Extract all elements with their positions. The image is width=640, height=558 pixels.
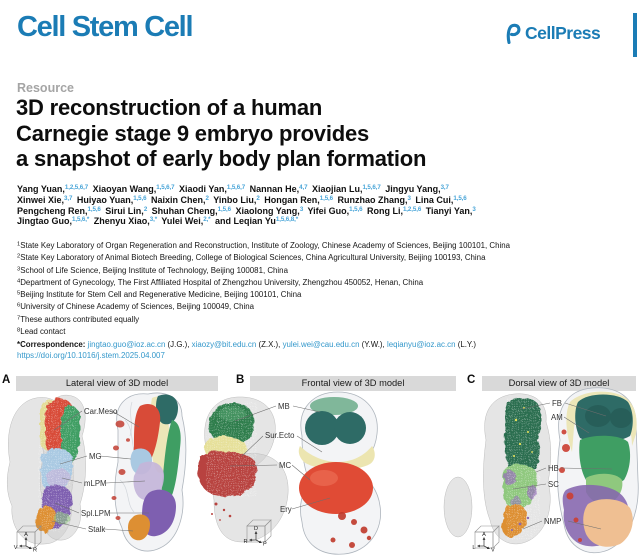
author-line — [17, 206, 629, 217]
nmp-region — [583, 499, 633, 547]
affiliation: $^2$State Key Laboratory of Animal Biotech Breeding, College of Biological Sciences, China Agricultural University, Beijing 100193, China — [17, 253, 486, 263]
author-line — [17, 184, 629, 195]
axis-letter: R — [33, 547, 38, 554]
panel-b-frontal-view — [198, 392, 381, 554]
author: Pengcheng Ren,$^{1,5,6}$ — [17, 205, 101, 216]
panel-letter-b: B — [236, 374, 245, 386]
gray-blob — [444, 477, 472, 537]
brain-lobe — [334, 412, 366, 444]
email-link[interactable]: jingtao.guo@ioz.ac.cn — [87, 340, 166, 349]
author: Jingyu Yang,$^{3,7}$ — [385, 184, 449, 194]
title-line: 3D reconstruction of a human — [16, 95, 323, 120]
author: Xinwei Xie,$^{3,7}$ — [17, 194, 73, 205]
journal-title: Cell Stem Cell — [17, 11, 193, 43]
author: Xiaojian Lu,$^{1,5,6,7}$ — [311, 184, 381, 194]
axis-letter: R — [243, 539, 248, 545]
brand-bar — [633, 13, 637, 57]
author-line — [17, 216, 629, 227]
author: and Leqian $Yu^{1,5,6,8,*}$ — [215, 216, 299, 227]
author: Zhenyu Xiao,$^{3,*}$ — [93, 216, 158, 227]
author: Huiyao Yuan,$^{1,5,6}$ — [76, 194, 147, 205]
author: Naixin Chen,$^2$ — [151, 194, 209, 205]
panel-header-b: Frontal view of 3D model — [250, 376, 456, 391]
affiliation: $^7$These authors contributed equally — [17, 314, 140, 324]
axis-letter: A — [482, 532, 486, 538]
author: Lina Cui,$^{1,5,6}$ — [415, 194, 467, 205]
author: Shuhan Cheng,$^{1,5,6}$ — [151, 205, 231, 216]
region-label: MB — [278, 402, 290, 411]
figure-image — [0, 372, 640, 558]
panel-a-lateral-view — [7, 393, 186, 554]
affiliation: $^8$Lead contact — [17, 327, 66, 337]
doi-link[interactable]: https://doi.org/10.1016/j.stem.2025.04.007 — [17, 351, 165, 360]
region-label: NMP — [544, 517, 562, 526]
author: Runzhao Zhang,$^3$ — [337, 194, 411, 205]
article-title — [16, 95, 426, 172]
email-link[interactable]: leqianyu@ioz.ac.cn — [386, 340, 456, 349]
author: Sirui Lin,$^2$ — [105, 205, 148, 216]
region-label: MG — [89, 452, 102, 461]
axis-letter: L — [472, 545, 476, 551]
mc-highlight — [310, 470, 338, 486]
email-link[interactable]: yulei.wei@cau.edu.cn — [282, 340, 360, 349]
publisher-logo[interactable] — [503, 23, 600, 44]
panel-letter-a: A — [2, 374, 11, 386]
axis-letter: D — [253, 526, 259, 532]
region-label: SC — [548, 480, 559, 489]
affiliation: $^6$University of Chinese Academy of Sciences, Beijing 100049, China — [17, 302, 255, 312]
affiliation: $^1$State Key Laboratory of Organ Regeneration and Reconstruction, Institute of Zoology, Chinese Academy of Sciences, Beijing 100101, China — [17, 241, 511, 250]
author: Xiaoyan Wang,$^{1,5,6,7}$ — [92, 184, 175, 194]
region-label: Spl.LPM — [81, 509, 111, 518]
region-label: Ery — [280, 505, 292, 514]
brain-lobe — [305, 411, 339, 445]
axis-letter: P — [263, 541, 267, 548]
correspondence-label: *Correspondence: — [17, 340, 88, 349]
title-line: Carnegie stage 9 embryo provides — [16, 120, 370, 146]
mc-region — [299, 462, 373, 514]
panel-c-dorsal-view — [444, 388, 638, 554]
author: Xiaodi Yan,$^{1,5,6,7}$ — [179, 184, 246, 194]
region-label: Sur.Ecto — [265, 431, 295, 440]
region-label: MC — [279, 461, 292, 470]
author: Tianyi Yan,$^3$ — [425, 205, 476, 216]
region-label: HB — [548, 464, 559, 473]
panel-b-point-cloud-model — [198, 397, 292, 542]
author-line — [17, 195, 629, 206]
region-label: Car.Meso — [84, 407, 118, 416]
panel-a-surface-model — [112, 393, 186, 551]
panel-letter-c: C — [467, 374, 476, 386]
author: Xiaolong Yang,$^3$ — [235, 205, 304, 216]
publisher-name: CellPress — [525, 23, 601, 43]
affiliation: $^5$Beijing Institute for Stem Cell and Regenerative Medicine, Beijing 100101, China — [17, 290, 302, 300]
affiliation: $^3$School of Life Science, Beijing Institute of Technology, Beijing 100081, China — [17, 265, 288, 275]
article-type: Resource — [17, 81, 74, 95]
axis-letter: V — [13, 545, 18, 551]
axis-letter: V — [491, 547, 495, 554]
author: Yang Yuan,$^{1,2,5,6,7}$ — [17, 184, 89, 194]
fb-lobe — [585, 405, 611, 427]
affiliation: $^4$Department of Gynecology, The First Affiliated Hospital of Zhengzhou University, Zhengzhou 450052, Henan, China — [17, 277, 424, 287]
axis-letter: A — [24, 532, 28, 538]
title-line: a snapshot of early body plan formation — [16, 146, 427, 172]
author: Rong Li,$^{1,2,5,6}$ — [366, 205, 422, 216]
affiliation-list — [17, 240, 635, 338]
region-label: AM — [551, 413, 563, 422]
author: Hongan Ren,$^{1,5,6}$ — [264, 194, 333, 205]
axis-cube-c — [472, 526, 499, 554]
cellpress-icon — [503, 23, 522, 44]
email-link[interactable]: xiaozy@bit.edu.cn — [191, 340, 257, 349]
author: Jingtao Guo,$^{1,5,6,*}$ — [17, 216, 90, 227]
panel-header-a: Lateral view of 3D model — [16, 376, 218, 391]
panel-header-c: Dorsal view of 3D model — [482, 376, 636, 391]
region-label: Stalk — [88, 525, 106, 534]
panel-a-point-cloud-model — [7, 395, 85, 544]
panel-b-surface-model — [299, 392, 381, 554]
region-label: mLPM — [84, 479, 107, 488]
author: Nannan He,$^{4,7}$ — [249, 184, 308, 194]
fb-lobe — [610, 408, 632, 428]
correspondence-line: *Correspondence: jingtao.guo@ioz.ac.cn (J.G.), xiaozy@bit.edu.cn (Z.X.), yulei.wei@cau.edu.cn (Y.W.), leqianyu@ioz.ac.cn (L.Y.) — [17, 340, 476, 349]
author: Yulei Wei,$^{2,*}$ — [161, 216, 211, 227]
region-label: FB — [552, 399, 562, 408]
author-list — [17, 184, 629, 227]
author: Yifei Guo,$^{1,5,6}$ — [307, 205, 363, 216]
author: Yinbo Liu,$^2$ — [213, 194, 260, 205]
